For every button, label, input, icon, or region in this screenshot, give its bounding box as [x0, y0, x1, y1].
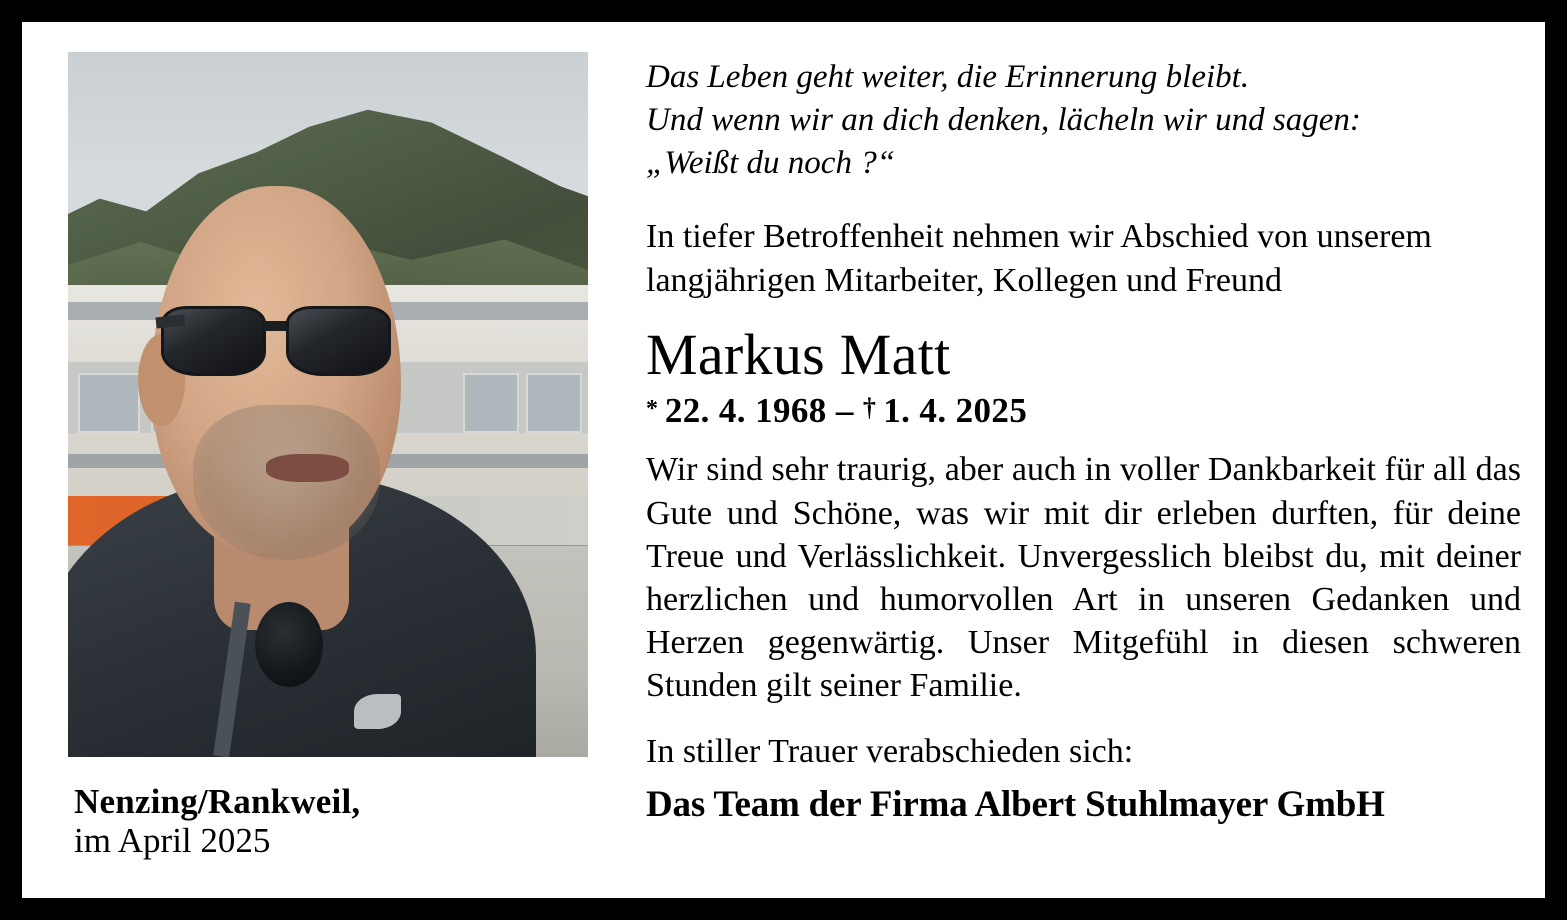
photo-column [68, 38, 608, 861]
memorial-verse [646, 56, 1521, 185]
memorial-body-text: Wir sind sehr traurig, aber auch in voller Dankbarkeit für all das Gute und Schöne, was wir mit dir erleben durften, für deine Treue und Verlässlichkeit. Unvergesslich bleibst du, mit deiner herzlichen und humorvollen Art in unseren Gedanken und Herzen gegenwärtig. Unser Mitgefühl in diesen schweren Stunden gilt seiner Familie. [646, 451, 1521, 705]
sunglasses-right-lens [286, 306, 391, 377]
photo-window [463, 373, 519, 433]
photo-window [78, 373, 139, 433]
photo-person-mouth [266, 454, 349, 482]
photo-person-beard [193, 405, 380, 560]
deceased-name: Markus Matt [646, 322, 951, 388]
closing-text: In stiller Trauer verabschieden sich: [646, 733, 1134, 771]
text-column [608, 38, 1527, 827]
birth-date: 22. 4. 1968 [664, 390, 827, 430]
photo-jacket-detail [255, 602, 323, 687]
death-date: 1. 4. 2025 [883, 390, 1028, 430]
place-name: Nenzing/Rankweil, [74, 782, 361, 821]
verse-line-1: Das Leben geht weiter, die Erinnerung bleibt. [646, 59, 1250, 95]
sunglasses-icon [156, 306, 395, 377]
obituary-content [22, 22, 1545, 898]
photo-jacket-logo [354, 694, 401, 729]
intro-text: In tiefer Betroffenheit nehmen wir Abschied von unserem langjährigen Mitarbeiter, Kollegen und Freund [646, 217, 1432, 299]
verse-line-3: „Weißt du noch ?“ [646, 144, 896, 181]
birth-symbol: * [646, 395, 665, 422]
life-dates [646, 392, 1521, 431]
signature-text: Das Team der Firma Albert Stuhlmayer GmbH [646, 783, 1385, 825]
date-separator: – [826, 390, 863, 430]
portrait-photo [68, 52, 588, 757]
photo-window [526, 373, 582, 433]
death-symbol: † [862, 392, 884, 422]
place-caption [68, 783, 360, 861]
place-date: im April 2025 [74, 820, 271, 860]
verse-line-2: Und wenn wir an dich denken, lächeln wir und sagen: [646, 101, 1361, 138]
